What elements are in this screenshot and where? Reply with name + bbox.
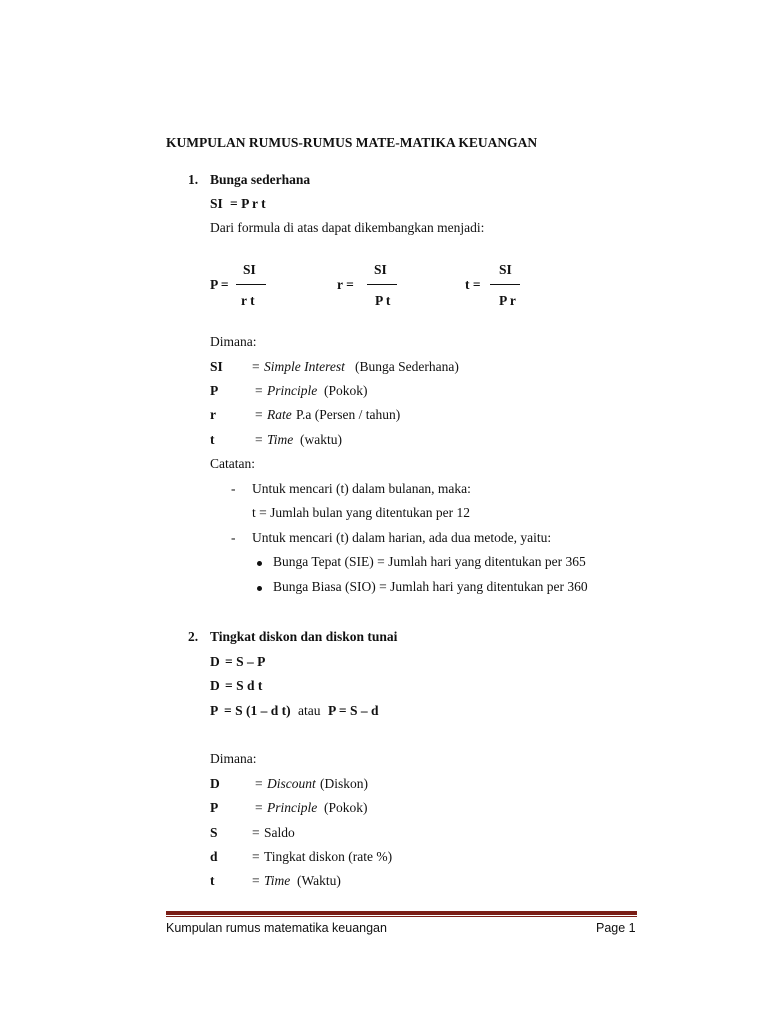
catatan-label: Catatan:: [210, 456, 255, 471]
footer-rule-thin: [166, 916, 637, 917]
formula-alt: P = S – d: [328, 703, 379, 718]
dimana-label-1: Dimana:: [210, 334, 257, 349]
definition-desc: P.a (Persen / tahun): [296, 407, 401, 422]
definition-equals: =: [252, 849, 260, 864]
bullet-text: Bunga Biasa (SIO) = Jumlah hari yang ditentukan per 360: [273, 579, 588, 594]
definition-symbol: t: [210, 873, 215, 888]
definition-term: Discount: [267, 776, 316, 791]
definition-symbol: t: [210, 432, 215, 447]
definition-desc: Tingkat diskon (rate %): [264, 849, 393, 864]
definition-desc: Saldo: [264, 825, 295, 840]
formula-lhs: D: [210, 678, 220, 693]
formula-intro: Dari formula di atas dapat dikembangkan menjadi:: [210, 220, 485, 235]
definition-equals: =: [255, 383, 263, 398]
definition-equals: =: [255, 407, 263, 422]
definition-symbol: SI: [210, 359, 223, 374]
fraction-t-bar: [490, 284, 520, 285]
definition-term: Simple Interest: [264, 359, 345, 374]
definition-desc: (Diskon): [320, 776, 368, 791]
definition-symbol: d: [210, 849, 218, 864]
definition-term: Time: [264, 873, 291, 888]
definition-equals: =: [255, 776, 263, 791]
formula-rhs: = S d t: [225, 678, 263, 693]
footer-title: Kumpulan rumus matematika keuangan: [166, 921, 387, 935]
fraction-r-numerator: SI: [374, 262, 387, 277]
formula-rhs: = S (1 – d t): [224, 703, 291, 718]
note-subtext: t = Jumlah bulan yang ditentukan per 12: [252, 505, 470, 520]
definition-symbol: P: [210, 383, 219, 398]
bullet-dot-icon: [257, 561, 262, 566]
bullet-dot-icon: [257, 586, 262, 591]
footer-rule-thick: [166, 911, 637, 915]
definition-symbol: S: [210, 825, 218, 840]
definition-term: Time: [267, 432, 294, 447]
definition-equals: =: [255, 432, 263, 447]
si-formula-lhs: SI: [210, 196, 223, 211]
definition-desc: (waktu): [300, 432, 342, 447]
formula-lhs: D: [210, 654, 220, 669]
note-text: Untuk mencari (t) dalam bulanan, maka:: [252, 481, 471, 496]
note-dash: -: [231, 481, 236, 496]
fraction-r-denominator: P t: [375, 293, 391, 308]
definition-term: Principle: [267, 800, 318, 815]
definition-equals: =: [255, 800, 263, 815]
section-1-heading: Bunga sederhana: [210, 172, 311, 187]
definition-equals: =: [252, 825, 260, 840]
bullet-text: Bunga Tepat (SIE) = Jumlah hari yang ditentukan per 365: [273, 554, 586, 569]
note-dash: -: [231, 530, 236, 545]
fraction-r-lhs: r =: [337, 277, 354, 292]
fraction-t-lhs: t =: [465, 277, 481, 292]
section-2-heading: Tingkat diskon dan diskon tunai: [210, 629, 398, 644]
fraction-t-numerator: SI: [499, 262, 512, 277]
fraction-p-denominator: r t: [241, 293, 255, 308]
definition-symbol: P: [210, 800, 219, 815]
page-number: Page 1: [596, 921, 636, 935]
definition-desc: (Pokok): [324, 800, 368, 815]
dimana-label-2: Dimana:: [210, 751, 257, 766]
definition-symbol: D: [210, 776, 220, 791]
fraction-p-numerator: SI: [243, 262, 256, 277]
fraction-r-bar: [367, 284, 397, 285]
definition-equals: =: [252, 873, 260, 888]
definition-symbol: r: [210, 407, 216, 422]
definition-desc: (Waktu): [297, 873, 341, 888]
note-text: Untuk mencari (t) dalam harian, ada dua metode, yaitu:: [252, 530, 552, 545]
fraction-p-lhs: P =: [210, 277, 229, 292]
section-2-number: 2.: [188, 629, 199, 644]
definition-term: Principle: [267, 383, 318, 398]
definition-term: Rate: [267, 407, 292, 422]
definition-desc: (Pokok): [324, 383, 368, 398]
formula-rhs: = S – P: [225, 654, 266, 669]
definition-equals: =: [252, 359, 260, 374]
definition-desc: (Bunga Sederhana): [355, 359, 459, 374]
si-formula-rhs: = P r t: [230, 196, 266, 211]
section-1-number: 1.: [188, 172, 199, 187]
fraction-t-denominator: P r: [499, 293, 516, 308]
page-title: KUMPULAN RUMUS-RUMUS MATE-MATIKA KEUANGAN: [166, 135, 538, 150]
formula-lhs: P: [210, 703, 219, 718]
fraction-p-bar: [236, 284, 266, 285]
formula-connector: atau: [298, 703, 321, 718]
